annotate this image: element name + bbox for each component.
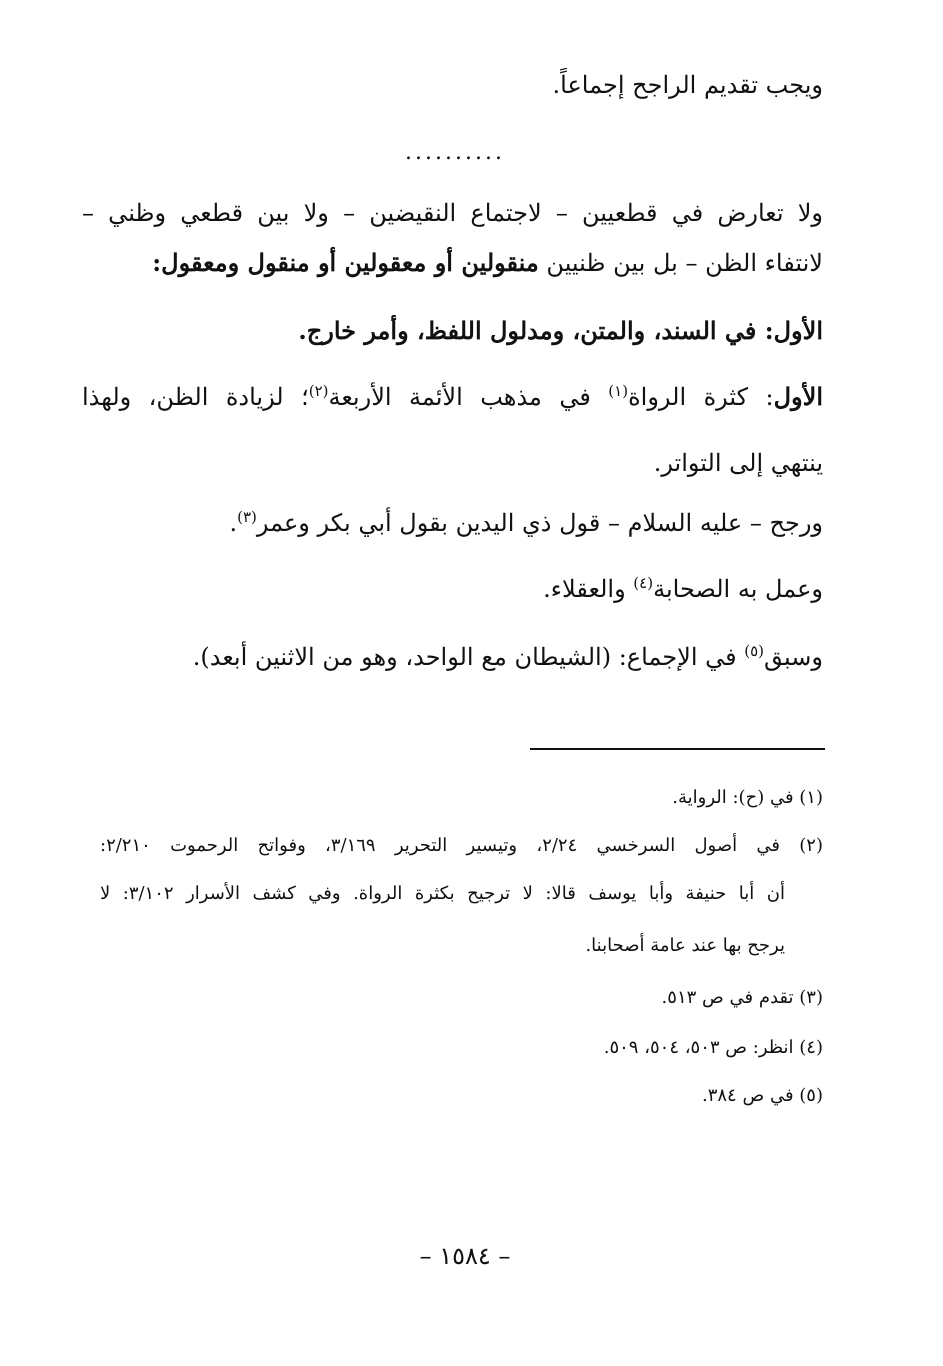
body-line-8 xyxy=(90,572,823,606)
footnote-3: (٣) تقدم في ص ٥١٣. xyxy=(661,987,823,1008)
body-line-5 xyxy=(82,380,823,414)
body-line-7 xyxy=(90,506,823,540)
footnote-ref-1: (١) xyxy=(608,382,629,400)
footnote-1: (١) في (ح): الرواية. xyxy=(672,787,823,808)
section-separator-dots: .......... xyxy=(405,140,505,165)
body-line-7-end: . xyxy=(229,509,238,537)
body-line-5-part-3: ؛ لزيادة الظن، ولهذا xyxy=(82,383,309,411)
footnote-ref-3: (٣) xyxy=(237,508,257,526)
body-line-7-text: ورجح – عليه السلام – قول ذي اليدين بقول أبي بكر وعمر xyxy=(256,509,823,537)
section-heading: الأول: في السند، والمتن، ومدلول اللفظ، وأمر خارج. xyxy=(298,316,823,345)
body-line-1: ويجب تقديم الراجح إجماعاً. xyxy=(552,71,823,99)
body-line-5-part-2: في مذهب الأئمة الأربعة xyxy=(328,383,609,411)
body-line-3 xyxy=(82,246,823,280)
footnote-ref-5: (٥) xyxy=(744,642,765,660)
body-line-9-end: في الإجماع: (الشيطان مع الواحد، وهو من الاثنين أبعد). xyxy=(192,643,745,671)
footnote-ref-2: (٢) xyxy=(308,382,329,400)
footnote-ref-4: (٤) xyxy=(633,574,654,592)
footnote-2-end: يرجح بها عند عامة أصحابنا. xyxy=(585,935,785,956)
page-number: – ١٥٨٤ – xyxy=(419,1242,511,1270)
body-line-3-bold: منقولين أو معقولين أو منقول ومعقول: xyxy=(152,248,539,277)
first-label: الأول xyxy=(773,382,823,411)
body-line-8-text: وعمل به الصحابة xyxy=(653,575,823,603)
footnote-4: (٤) انظر: ص ٥٠٣، ٥٠٤، ٥٠٩. xyxy=(603,1037,823,1058)
body-line-8-end: والعقلاء. xyxy=(543,575,634,603)
footnote-2-continued: أن أبا حنيفة وأبا يوسف قالا: لا ترجيح بكثرة الرواة. وفي كشف الأسرار ٣/١٠٢: لا xyxy=(100,883,785,904)
footnote-2: (٢) في أصول السرخسي ٢/٢٤، وتيسير التحرير ٣/١٦٩، وفواتح الرحموت ٢/٢١٠: xyxy=(100,835,823,856)
footnote-divider xyxy=(530,748,825,750)
footnote-5: (٥) في ص ٣٨٤. xyxy=(701,1085,823,1106)
body-line-6: ينتهي إلى التواتر. xyxy=(653,449,823,477)
body-line-9 xyxy=(90,640,823,674)
body-line-3-start: لانتفاء الظن – بل بين ظنيين xyxy=(546,249,823,277)
body-line-9-text: وسبق xyxy=(764,643,823,671)
body-line-2: ولا تعارض في قطعيين – لاجتماع النقيضين – ولا بين قطعي وظني – xyxy=(82,199,823,227)
body-line-5-part-1: : كثرة الرواة xyxy=(628,383,774,411)
